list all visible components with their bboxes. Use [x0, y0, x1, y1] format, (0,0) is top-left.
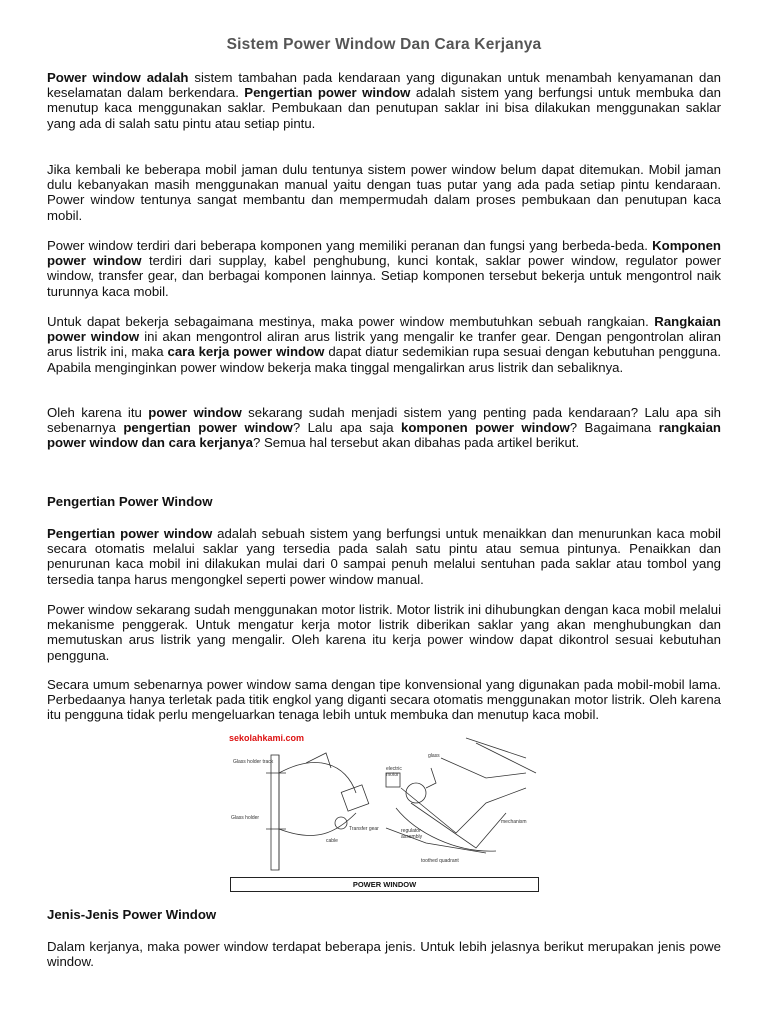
power-window-figure [226, 733, 546, 893]
bold-term: komponen power window [401, 420, 570, 436]
paragraph: Oleh karena itu power window sekarang sudah menjadi sistem yang penting pada kendaraan? Lalu apa sih sebenarnya pengertian power window? Lalu apa saja komponen power window? Bagaimana rangkaian power window dan cara kerjanya? Semua hal tersebut akan dibahas pada artikel berikut. [47, 405, 721, 451]
label-glass: glass [428, 753, 440, 759]
power-window-diagram [226, 733, 546, 873]
label-glass-holder-track: Glass holder track [233, 759, 274, 765]
bold-term: Pengertian power window [244, 85, 411, 101]
paragraph: Dalam kerjanya, maka power window terdapat beberapa jenis. Untuk lebih jelasnya berikut merupakan jenis powe window. [47, 939, 721, 970]
watermark: sekolahkami.com [229, 733, 305, 743]
label-cable: cable [326, 838, 338, 844]
paragraph: Untuk dapat bekerja sebagaimana mestinya, maka power window membutuhkan sebuah rangkaian. Rangkaian power window ini akan mengontrol aliran arus listrik yang mengalir ke tranfer gear. Dengan pengontrolan aliran arus listrik ini, maka cara kerja power window dapat diatur sedemikian rupa sesuai dengan kebutuhan pengguna. Apabila menginginkan power window bekerja maka tinggal mengalirkan arus listrik dan sebaliknya. [47, 314, 721, 375]
bold-term: pengertian power window [123, 420, 293, 436]
paragraph: Power window terdiri dari beberapa komponen yang memiliki peranan dan fungsi yang berbeda-beda. Komponen power window terdiri dari supplay, kabel penghubung, kunci kontak, saklar power window, regulator power window, transfer gear, dan berbagai komponen lainnya. Setiap komponen tersebut bekerja untuk mengontrol naik turunnya kaca mobil. [47, 238, 721, 299]
paragraph: Power window adalah sistem tambahan pada kendaraan yang digunakan untuk menambah kenyamanan dan keselamatan dalam berkendara. Pengertian power window adalah sistem yang berfungsi untuk membuka dan menutup kaca menggunakan saklar. Pembukaan dan penutupan saklar ini bisa dilakukan menggunakan saklar yang ada di salah satu pintu atau setiap pintu. [47, 70, 722, 131]
label-transfer-gear: Transfer gear [349, 826, 379, 832]
bold-term: Pengertian power window [47, 526, 213, 541]
paragraph: Power window sekarang sudah menggunakan motor listrik. Motor listrik ini dihubungkan dengan kaca mobil melalui mekanisme penggerak. Untuk mengatur kerja motor listrik diberikan saklar yang akan menghubungkan dan memutuskan arus listrik yang mengalir. Oleh karena itu kerja power window dapat dikontrol sesuai kebutuhan pengguna. [47, 602, 721, 663]
paragraph: Pengertian power window adalah sebuah sistem yang berfungsi untuk menaikkan dan menurunkan kaca mobil secara otomatis melalui saklar yang tersedia pada salah satu pintu atau semua pintunya. Penaikkan dan penurunan kaca mobil ini dilakukan mulai dari 0 sampai penuh melalui sentuhan pada saklar atau tombol yang tersedia tanpa harus mengongkel seperti power window manual. [47, 526, 721, 587]
bold-term: Rangkaian power window [47, 314, 721, 345]
label-mechanism: mechanism [501, 819, 527, 825]
label-toothed-quadrant: toothed quadrant [421, 858, 459, 864]
bold-term: rangkaian power window dan cara kerjanya [47, 420, 721, 451]
bold-term: power window [148, 405, 242, 420]
label-regulator-assembly: regulator assembly [401, 828, 423, 840]
section-heading: Jenis-Jenis Power Window [47, 907, 217, 922]
section-heading: Pengertian Power Window [47, 494, 213, 509]
bold-term: cara kerja power window [167, 344, 325, 360]
figure-caption: POWER WINDOW [230, 877, 539, 892]
bold-term: Power window adalah [47, 70, 189, 85]
paragraph: Jika kembali ke beberapa mobil jaman dulu tentunya sistem power window belum dapat ditemukan. Mobil jaman dulu kebanyakan masih menggunakan manual yaitu dengan tuas putar yang ada pada setiap pintu kendaraan. Power window tentunya sangat membantu dan mempermudah dalam proses pembukaan dan penutupan kaca mobil. [47, 162, 721, 223]
label-glass-holder: Glass holder [231, 815, 260, 821]
document-title: Sistem Power Window Dan Cara Kerjanya [226, 36, 542, 53]
paragraph: Secara umum sebenarnya power window sama dengan tipe konvensional yang digunakan pada mobil-mobil lama. Perbedaanya hanya terletak pada titik engkol yang diganti secara otomatis menggunakan motor listrik. Oleh karena itu pengguna tidak perlu mengeluarkan tenaga lebih untuk membuka dan menutup kaca mobil. [47, 677, 721, 723]
label-electric-motor: electric motor [386, 766, 402, 778]
bold-term: Komponen power window [47, 238, 721, 269]
